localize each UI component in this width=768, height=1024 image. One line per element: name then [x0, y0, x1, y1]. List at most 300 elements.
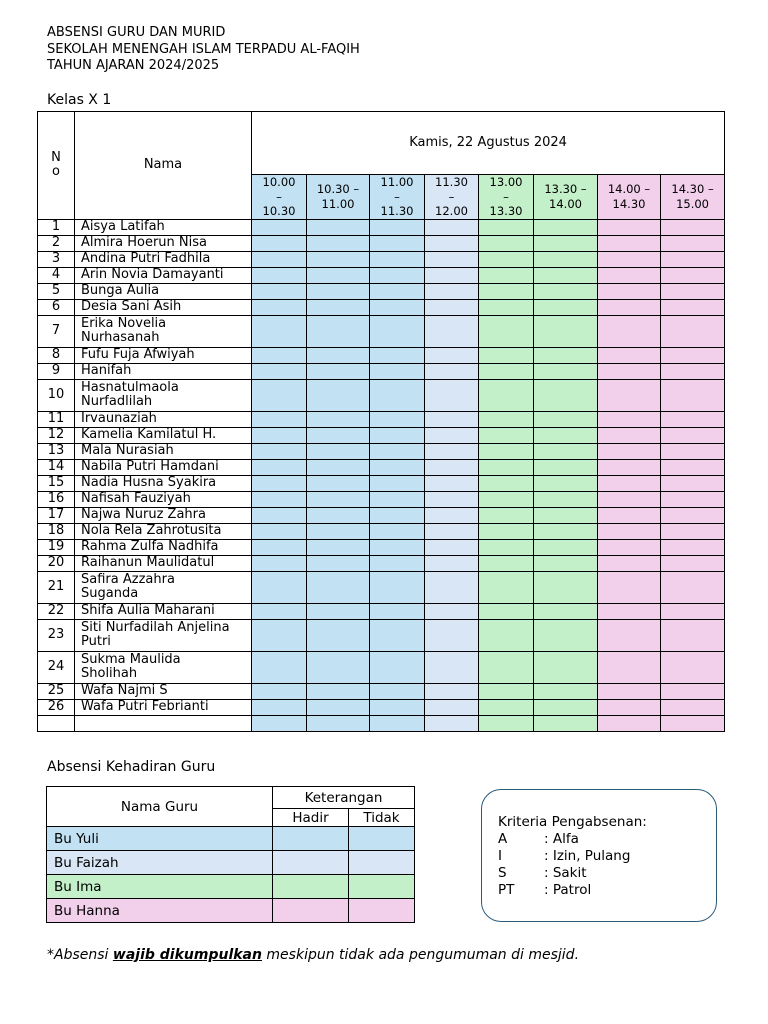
student-name: Shifa Aulia Maharani [75, 603, 252, 619]
attendance-cell[interactable] [252, 507, 307, 523]
attendance-cell[interactable] [598, 603, 661, 619]
student-number: 21 [38, 571, 75, 603]
attendance-cell[interactable] [598, 443, 661, 459]
attendance-cell[interactable] [534, 619, 598, 651]
attendance-cell[interactable] [598, 363, 661, 379]
student-number: 15 [38, 475, 75, 491]
footnote [47, 947, 579, 963]
column-header-nama-guru: Nama Guru [47, 787, 273, 827]
attendance-cell[interactable] [370, 411, 425, 427]
attendance-cell[interactable] [479, 619, 534, 651]
attendance-cell[interactable] [479, 683, 534, 699]
student-row [38, 363, 725, 379]
attendance-cell[interactable] [479, 427, 534, 443]
student-name: Najwa Nuruz Zahra [75, 507, 252, 523]
attendance-cell[interactable] [370, 507, 425, 523]
attendance-cell[interactable] [425, 491, 479, 507]
attendance-cell[interactable] [425, 539, 479, 555]
attendance-cell[interactable] [252, 491, 307, 507]
criteria-code: S [498, 865, 507, 881]
attendance-cell[interactable] [252, 523, 307, 539]
attendance-cell[interactable] [307, 651, 370, 683]
attendance-cell[interactable] [425, 683, 479, 699]
attendance-cell[interactable] [425, 443, 479, 459]
attendance-cell[interactable] [370, 443, 425, 459]
attendance-cell[interactable] [307, 523, 370, 539]
attendance-cell[interactable] [307, 363, 370, 379]
attendance-cell[interactable] [252, 411, 307, 427]
attendance-cell[interactable] [534, 683, 598, 699]
attendance-cell[interactable] [534, 603, 598, 619]
student-row [38, 299, 725, 315]
student-name: Nabila Putri Hamdani [75, 459, 252, 475]
attendance-cell[interactable] [661, 683, 725, 699]
time-slot-header: 10.30 – 11.00 [307, 175, 370, 220]
column-header-keterangan: Keterangan [273, 787, 415, 809]
criteria-code: PT [498, 882, 515, 898]
attendance-cell[interactable] [370, 459, 425, 475]
student-number: 4 [38, 267, 75, 283]
attendance-cell[interactable] [370, 267, 425, 283]
tidak-cell[interactable] [349, 851, 415, 875]
column-header-tidak: Tidak [349, 809, 415, 827]
attendance-cell[interactable] [370, 251, 425, 267]
attendance-cell[interactable] [252, 651, 307, 683]
student-name: Almira Hoerun Nisa [75, 235, 252, 251]
student-row [38, 539, 725, 555]
time-slot-header: 11.30 – 12.00 [425, 175, 479, 220]
student-number: 26 [38, 699, 75, 715]
teacher-name: Bu Hanna [47, 899, 273, 923]
attendance-cell[interactable] [479, 347, 534, 363]
attendance-cell[interactable] [307, 315, 370, 347]
attendance-cell[interactable] [661, 315, 725, 347]
attendance-cell[interactable] [598, 571, 661, 603]
student-number: 6 [38, 299, 75, 315]
attendance-cell[interactable] [661, 555, 725, 571]
attendance-cell[interactable] [252, 379, 307, 411]
footnote-suffix: meskipun tidak ada pengumuman di mesjid. [261, 947, 580, 963]
time-slot-header: 13.00 – 13.30 [479, 175, 534, 220]
attendance-cell[interactable] [252, 683, 307, 699]
attendance-cell[interactable] [425, 299, 479, 315]
attendance-cell[interactable] [534, 475, 598, 491]
student-row [38, 443, 725, 459]
attendance-cell[interactable] [479, 235, 534, 251]
attendance-cell[interactable] [307, 699, 370, 715]
attendance-cell[interactable] [598, 315, 661, 347]
attendance-cell[interactable] [370, 571, 425, 603]
attendance-cell[interactable] [534, 347, 598, 363]
attendance-cell[interactable] [598, 235, 661, 251]
attendance-cell[interactable] [370, 683, 425, 699]
attendance-cell[interactable] [661, 235, 725, 251]
criteria-desc: : Patrol [544, 882, 592, 898]
attendance-cell[interactable] [370, 715, 425, 731]
attendance-cell[interactable] [479, 491, 534, 507]
attendance-cell[interactable] [598, 699, 661, 715]
criteria-title: Kriteria Pengabsenan: [498, 814, 647, 830]
attendance-cell[interactable] [425, 315, 479, 347]
attendance-cell[interactable] [307, 683, 370, 699]
attendance-cell[interactable] [252, 267, 307, 283]
attendance-cell[interactable] [307, 619, 370, 651]
student-name: Raihanun Maulidatul [75, 555, 252, 571]
attendance-cell[interactable] [534, 379, 598, 411]
teacher-attendance-table [46, 786, 415, 923]
attendance-cell[interactable] [479, 411, 534, 427]
student-name: Sukma Maulida Sholihah [75, 651, 252, 683]
attendance-cell[interactable] [370, 283, 425, 299]
student-row [38, 219, 725, 235]
attendance-cell[interactable] [425, 347, 479, 363]
student-row [38, 491, 725, 507]
column-header-no-label: N o [51, 150, 61, 180]
attendance-cell[interactable] [252, 235, 307, 251]
attendance-cell[interactable] [534, 411, 598, 427]
attendance-cell[interactable] [425, 283, 479, 299]
attendance-cell[interactable] [598, 491, 661, 507]
attendance-cell[interactable] [598, 267, 661, 283]
attendance-cell[interactable] [370, 219, 425, 235]
attendance-cell[interactable] [479, 699, 534, 715]
attendance-cell[interactable] [252, 283, 307, 299]
attendance-cell[interactable] [534, 235, 598, 251]
attendance-cell[interactable] [479, 363, 534, 379]
attendance-cell[interactable] [661, 699, 725, 715]
attendance-cell[interactable] [252, 555, 307, 571]
attendance-cell[interactable] [661, 651, 725, 683]
student-name: Mala Nurasiah [75, 443, 252, 459]
attendance-cell[interactable] [598, 619, 661, 651]
student-number: 14 [38, 459, 75, 475]
attendance-cell[interactable] [307, 603, 370, 619]
criteria-item [498, 848, 647, 865]
footnote-emphasis: wajib dikumpulkan [112, 947, 262, 963]
attendance-cell[interactable] [534, 315, 598, 347]
header-line-2: SEKOLAH MENENGAH ISLAM TERPADU AL-FAQIH [47, 41, 360, 57]
attendance-cell[interactable] [252, 315, 307, 347]
student-number: 23 [38, 619, 75, 651]
attendance-cell[interactable] [479, 379, 534, 411]
student-name: Nadia Husna Syakira [75, 475, 252, 491]
attendance-cell[interactable] [598, 459, 661, 475]
attendance-cell[interactable] [425, 699, 479, 715]
attendance-cell[interactable] [661, 411, 725, 427]
attendance-cell[interactable] [534, 443, 598, 459]
attendance-cell[interactable] [252, 539, 307, 555]
attendance-cell[interactable] [307, 411, 370, 427]
attendance-cell[interactable] [370, 379, 425, 411]
attendance-cell[interactable] [252, 347, 307, 363]
attendance-cell[interactable] [307, 251, 370, 267]
attendance-cell[interactable] [598, 475, 661, 491]
attendance-cell[interactable] [425, 571, 479, 603]
attendance-cell[interactable] [598, 683, 661, 699]
attendance-cell[interactable] [307, 299, 370, 315]
attendance-cell[interactable] [370, 539, 425, 555]
attendance-cell[interactable] [479, 251, 534, 267]
student-name: Hanifah [75, 363, 252, 379]
attendance-cell[interactable] [307, 267, 370, 283]
student-row [38, 683, 725, 699]
attendance-cell[interactable] [252, 443, 307, 459]
attendance-cell[interactable] [252, 715, 307, 731]
hadir-cell[interactable] [273, 851, 349, 875]
header-line-1: ABSENSI GURU DAN MURID [47, 25, 226, 40]
attendance-cell[interactable] [479, 443, 534, 459]
attendance-cell[interactable] [661, 443, 725, 459]
student-row [38, 267, 725, 283]
attendance-cell[interactable] [307, 427, 370, 443]
time-slot-header: 11.00 – 11.30 [370, 175, 425, 220]
attendance-cell[interactable] [307, 555, 370, 571]
attendance-cell[interactable] [307, 235, 370, 251]
attendance-cell[interactable] [252, 427, 307, 443]
attendance-cell[interactable] [661, 715, 725, 731]
column-header-nama: Nama [75, 112, 252, 220]
attendance-cell[interactable] [479, 299, 534, 315]
attendance-cell[interactable] [425, 459, 479, 475]
teacher-row [47, 899, 415, 923]
attendance-cell[interactable] [370, 363, 425, 379]
attendance-cell[interactable] [661, 603, 725, 619]
attendance-cell[interactable] [370, 699, 425, 715]
attendance-cell[interactable] [252, 363, 307, 379]
attendance-cell[interactable] [252, 219, 307, 235]
attendance-cell[interactable] [425, 411, 479, 427]
attendance-cell[interactable] [661, 507, 725, 523]
tidak-cell[interactable] [349, 875, 415, 899]
tidak-cell[interactable] [349, 827, 415, 851]
attendance-cell[interactable] [598, 539, 661, 555]
student-row [38, 475, 725, 491]
attendance-cell[interactable] [479, 539, 534, 555]
attendance-cell[interactable] [598, 219, 661, 235]
attendance-cell[interactable] [661, 283, 725, 299]
attendance-cell[interactable] [661, 347, 725, 363]
attendance-cell[interactable] [307, 219, 370, 235]
attendance-cell[interactable] [370, 235, 425, 251]
attendance-cell[interactable] [370, 603, 425, 619]
attendance-cell[interactable] [661, 571, 725, 603]
attendance-cell[interactable] [425, 427, 479, 443]
student-name: Safira Azzahra Suganda [75, 571, 252, 603]
attendance-cell[interactable] [661, 619, 725, 651]
attendance-cell[interactable] [307, 571, 370, 603]
student-name: Desia Sani Asih [75, 299, 252, 315]
attendance-table [37, 111, 725, 732]
student-name: Nafisah Fauziyah [75, 491, 252, 507]
attendance-cell[interactable] [534, 219, 598, 235]
attendance-cell[interactable] [534, 651, 598, 683]
attendance-cell[interactable] [479, 267, 534, 283]
hadir-cell[interactable] [273, 827, 349, 851]
attendance-cell[interactable] [534, 283, 598, 299]
student-number: 1 [38, 219, 75, 235]
student-number: 12 [38, 427, 75, 443]
attendance-cell[interactable] [534, 555, 598, 571]
student-name: Siti Nurfadilah Anjelina Putri [75, 619, 252, 651]
attendance-cell[interactable] [534, 251, 598, 267]
attendance-cell[interactable] [425, 267, 479, 283]
attendance-cell[interactable] [307, 379, 370, 411]
attendance-cell[interactable] [370, 427, 425, 443]
attendance-cell[interactable] [252, 251, 307, 267]
student-row [38, 347, 725, 363]
student-row [38, 459, 725, 475]
attendance-cell[interactable] [370, 315, 425, 347]
student-name: Kamelia Kamilatul H. [75, 427, 252, 443]
time-slot-header: 14.30 – 15.00 [661, 175, 725, 220]
attendance-cell[interactable] [598, 379, 661, 411]
criteria-item [498, 865, 647, 882]
attendance-cell[interactable] [479, 715, 534, 731]
criteria-desc: : Sakit [544, 865, 587, 881]
student-number: 9 [38, 363, 75, 379]
attendance-cell[interactable] [307, 283, 370, 299]
attendance-cell[interactable] [479, 283, 534, 299]
attendance-cell[interactable] [252, 571, 307, 603]
attendance-cell[interactable] [252, 299, 307, 315]
attendance-cell[interactable] [661, 459, 725, 475]
attendance-cell[interactable] [534, 459, 598, 475]
attendance-cell[interactable] [534, 363, 598, 379]
attendance-cell[interactable] [534, 427, 598, 443]
attendance-cell[interactable] [425, 603, 479, 619]
attendance-cell[interactable] [534, 299, 598, 315]
attendance-cell[interactable] [479, 571, 534, 603]
criteria-desc: : Alfa [544, 831, 579, 847]
attendance-cell[interactable] [307, 715, 370, 731]
attendance-cell[interactable] [479, 603, 534, 619]
student-row [38, 315, 725, 347]
attendance-cell[interactable] [425, 363, 479, 379]
student-row [38, 411, 725, 427]
attendance-cell[interactable] [534, 571, 598, 603]
attendance-cell[interactable] [370, 475, 425, 491]
attendance-cell[interactable] [534, 523, 598, 539]
student-name: Erika Novelia Nurhasanah [75, 315, 252, 347]
attendance-cell[interactable] [425, 619, 479, 651]
attendance-cell[interactable] [598, 555, 661, 571]
attendance-cell[interactable] [598, 347, 661, 363]
student-number [38, 715, 75, 731]
attendance-cell[interactable] [598, 283, 661, 299]
student-name: Irvaunaziah [75, 411, 252, 427]
attendance-cell[interactable] [534, 491, 598, 507]
attendance-cell[interactable] [479, 459, 534, 475]
attendance-cell[interactable] [598, 411, 661, 427]
attendance-cell[interactable] [534, 507, 598, 523]
attendance-cell[interactable] [370, 491, 425, 507]
attendance-cell[interactable] [307, 539, 370, 555]
attendance-cell[interactable] [370, 347, 425, 363]
attendance-cell[interactable] [425, 555, 479, 571]
attendance-cell[interactable] [425, 235, 479, 251]
student-name: Wafa Najmi S [75, 683, 252, 699]
class-label: Kelas X 1 [47, 92, 112, 108]
attendance-cell[interactable] [661, 299, 725, 315]
attendance-cell[interactable] [307, 459, 370, 475]
attendance-cell[interactable] [661, 379, 725, 411]
teacher-row [47, 851, 415, 875]
attendance-cell[interactable] [598, 251, 661, 267]
attendance-cell[interactable] [425, 507, 479, 523]
attendance-cell[interactable] [370, 523, 425, 539]
attendance-cell[interactable] [425, 523, 479, 539]
attendance-cell[interactable] [598, 715, 661, 731]
attendance-cell[interactable] [661, 363, 725, 379]
tidak-cell[interactable] [349, 899, 415, 923]
attendance-cell[interactable] [479, 651, 534, 683]
attendance-cell[interactable] [370, 619, 425, 651]
attendance-cell[interactable] [479, 475, 534, 491]
attendance-cell[interactable] [252, 699, 307, 715]
attendance-cell[interactable] [252, 603, 307, 619]
attendance-cell[interactable] [425, 379, 479, 411]
attendance-cell[interactable] [598, 507, 661, 523]
attendance-cell[interactable] [661, 475, 725, 491]
teacher-row [47, 827, 415, 851]
attendance-cell[interactable] [479, 219, 534, 235]
attendance-cell[interactable] [661, 491, 725, 507]
attendance-cell[interactable] [661, 523, 725, 539]
hadir-cell[interactable] [273, 875, 349, 899]
attendance-cell[interactable] [370, 555, 425, 571]
attendance-cell[interactable] [307, 347, 370, 363]
student-name: Fufu Fuja Afwiyah [75, 347, 252, 363]
attendance-cell[interactable] [425, 475, 479, 491]
attendance-cell[interactable] [661, 267, 725, 283]
attendance-cell[interactable] [598, 427, 661, 443]
attendance-cell[interactable] [479, 507, 534, 523]
attendance-cell[interactable] [307, 507, 370, 523]
attendance-cell[interactable] [661, 219, 725, 235]
attendance-cell[interactable] [307, 475, 370, 491]
attendance-cell[interactable] [661, 251, 725, 267]
student-number: 3 [38, 251, 75, 267]
attendance-cell[interactable] [534, 539, 598, 555]
attendance-cell[interactable] [479, 555, 534, 571]
attendance-cell[interactable] [534, 715, 598, 731]
attendance-cell[interactable] [598, 299, 661, 315]
attendance-cell[interactable] [370, 651, 425, 683]
attendance-cell[interactable] [307, 491, 370, 507]
attendance-cell[interactable] [425, 219, 479, 235]
attendance-cell[interactable] [425, 715, 479, 731]
attendance-cell[interactable] [534, 699, 598, 715]
attendance-cell[interactable] [307, 443, 370, 459]
attendance-cell[interactable] [370, 299, 425, 315]
attendance-cell[interactable] [534, 267, 598, 283]
attendance-cell[interactable] [661, 539, 725, 555]
attendance-cell[interactable] [479, 523, 534, 539]
attendance-cell[interactable] [252, 459, 307, 475]
attendance-cell[interactable] [252, 475, 307, 491]
criteria-item [498, 882, 647, 899]
attendance-cell[interactable] [425, 251, 479, 267]
attendance-cell[interactable] [598, 651, 661, 683]
attendance-cell[interactable] [661, 427, 725, 443]
attendance-cell[interactable] [425, 651, 479, 683]
attendance-cell[interactable] [479, 315, 534, 347]
student-row [38, 523, 725, 539]
attendance-cell[interactable] [598, 523, 661, 539]
student-number: 16 [38, 491, 75, 507]
attendance-cell[interactable] [252, 619, 307, 651]
hadir-cell[interactable] [273, 899, 349, 923]
